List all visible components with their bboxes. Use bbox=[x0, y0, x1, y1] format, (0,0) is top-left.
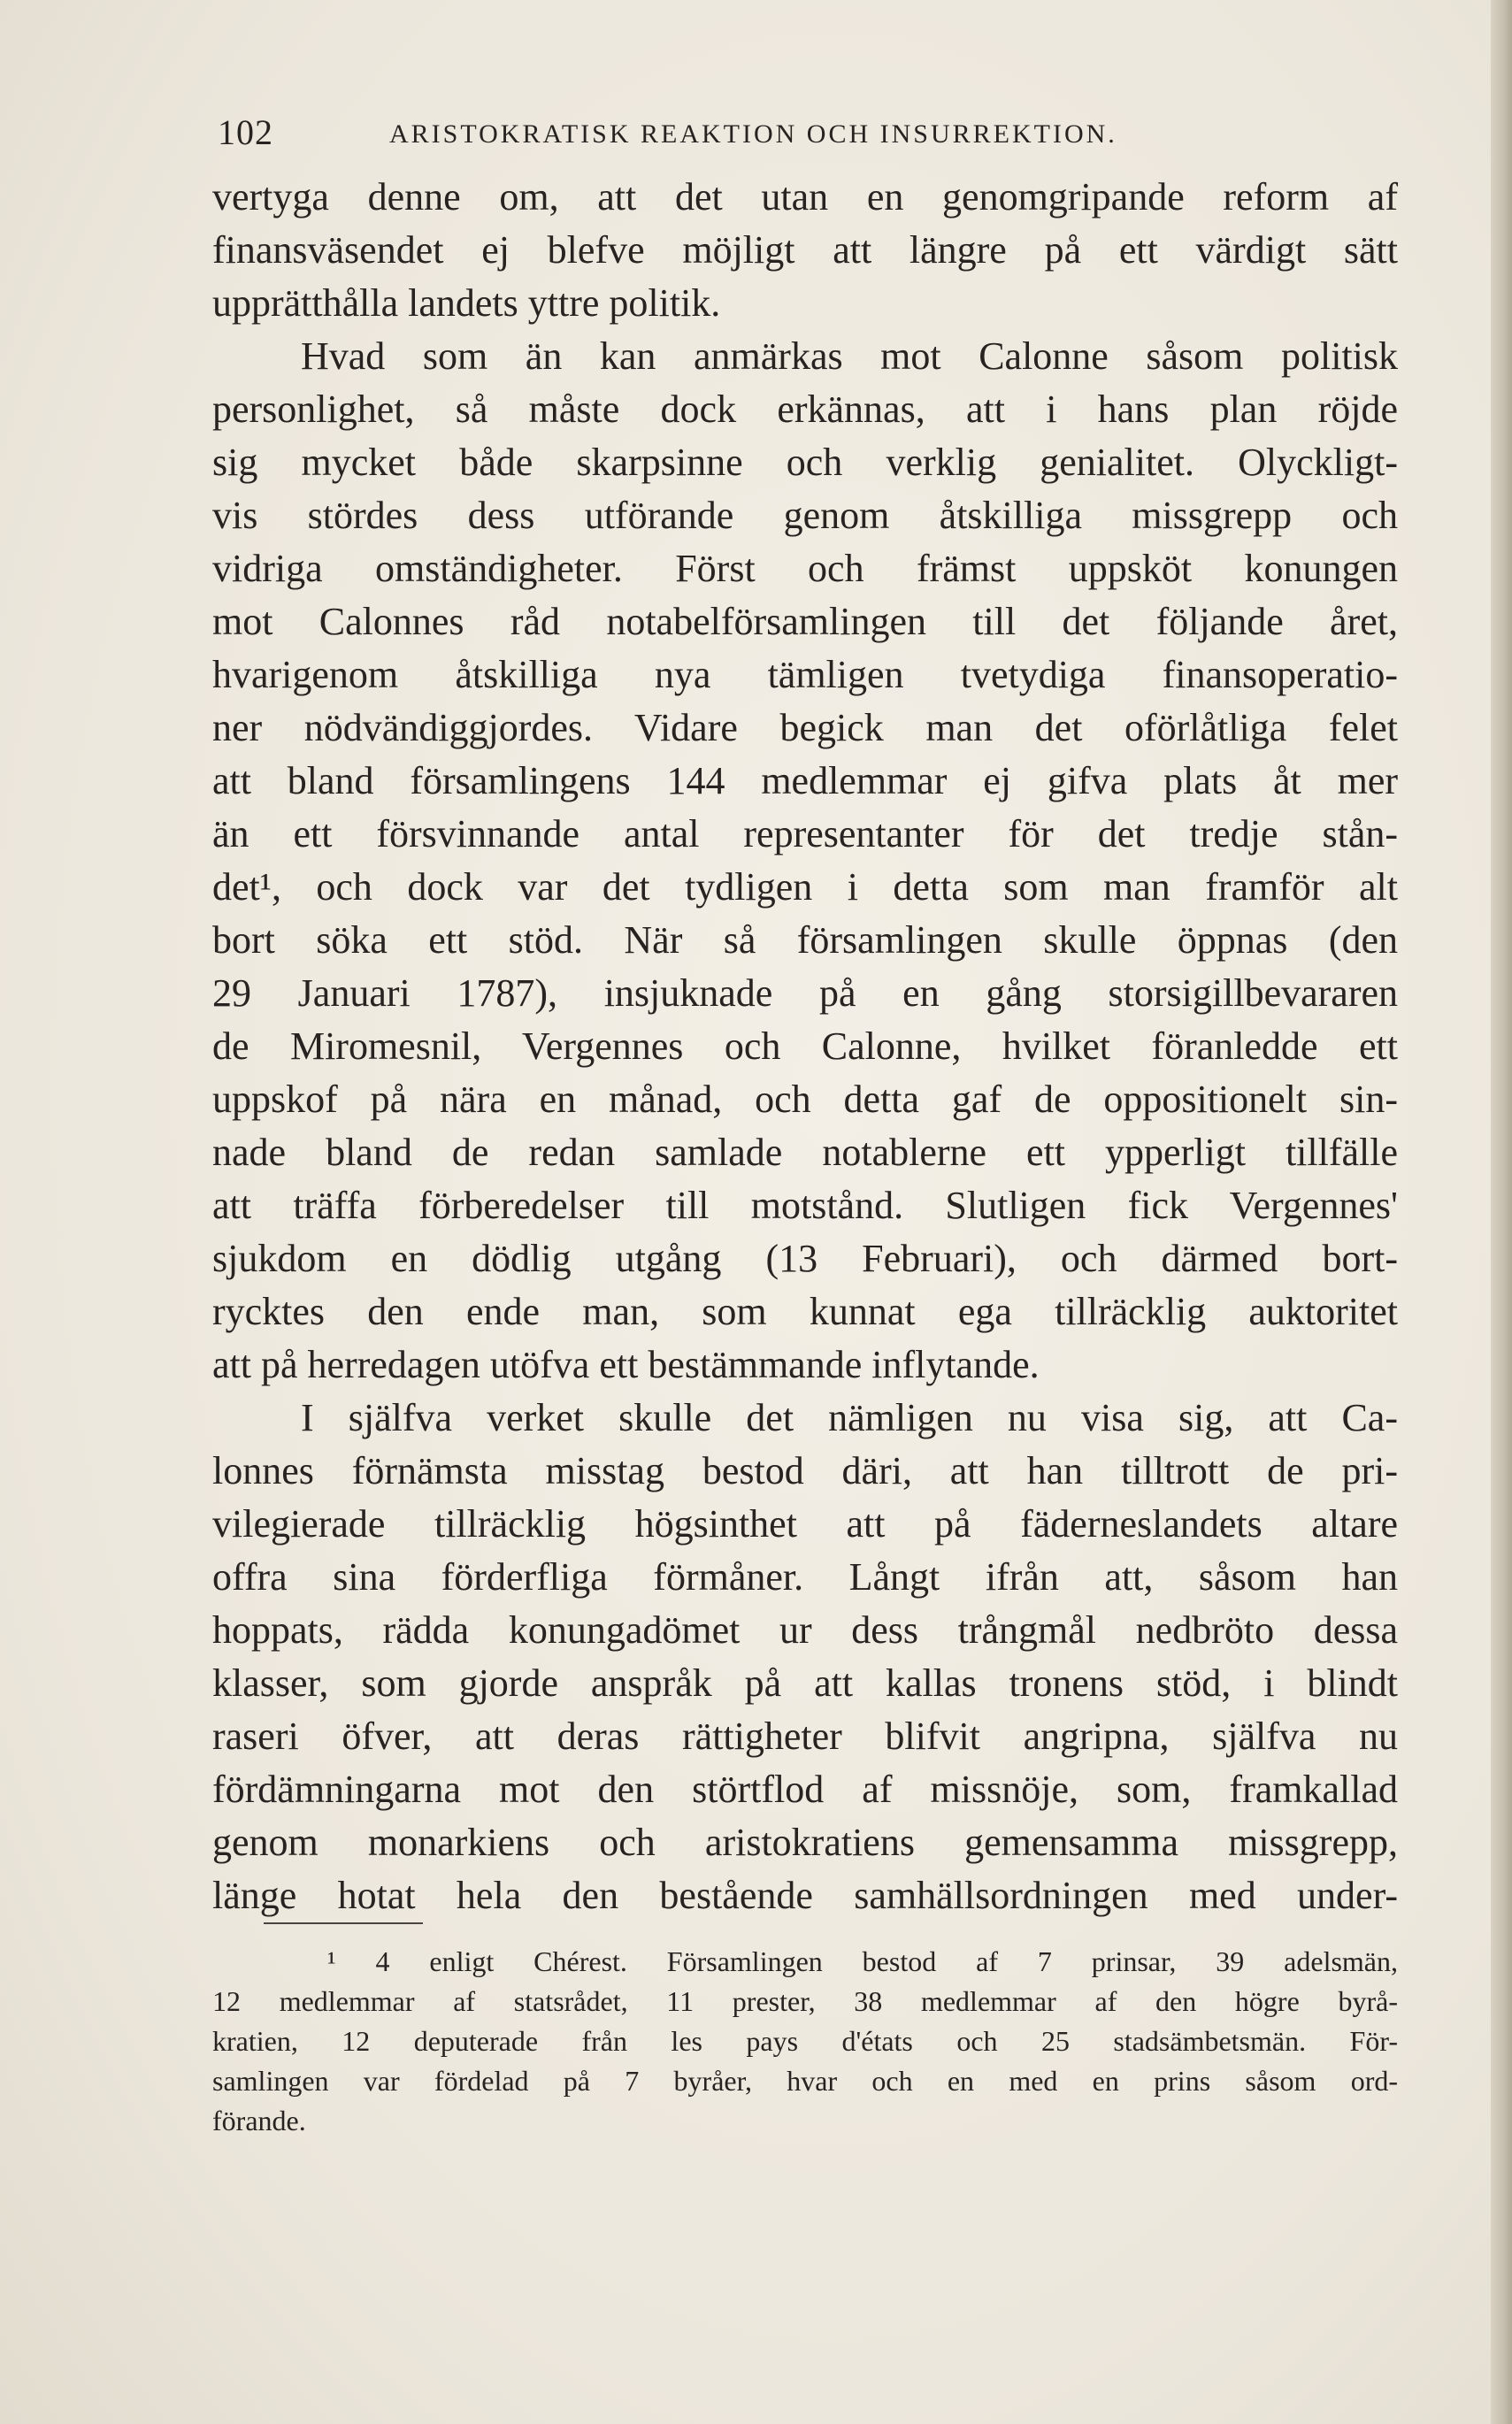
footnote-divider bbox=[264, 1922, 423, 1924]
text-line: sig mycket både skarpsinne och verklig genialitet. Olyckligt- bbox=[212, 441, 1398, 484]
text-line: att på herredagen utöfva ett bestämmande inflytande. bbox=[212, 1343, 1040, 1386]
running-head: ARISTOKRATISK REAKTION OCH INSURREKTION. bbox=[389, 119, 1117, 149]
text-line: rycktes den ende man, som kunnat ega tillräcklig auktoritet bbox=[212, 1290, 1398, 1333]
footnote-line: samlingen var fördelad på 7 byråer, hvar och en med en prins såsom ord- bbox=[212, 2065, 1398, 2097]
text-line: sjukdom en dödlig utgång (13 Februari), och därmed bort- bbox=[212, 1237, 1398, 1280]
text-line: hvarigenom åtskilliga nya tämligen tvetydiga finansoperatio- bbox=[212, 653, 1398, 696]
text-line: vilegierade tillräcklig högsinthet att på fäderneslandets altare bbox=[212, 1502, 1398, 1546]
body-text bbox=[212, 171, 1398, 1922]
text-line: det¹, och dock var det tydligen i detta som man framför alt bbox=[212, 865, 1398, 909]
text-line: Hvad som än kan anmärkas mot Calonne såsom politisk bbox=[301, 334, 1398, 378]
text-line: uppskof på nära en månad, och detta gaf de oppositionelt sin- bbox=[212, 1078, 1398, 1121]
text-line: genom monarkiens och aristokratiens gemensamma missgrepp, bbox=[212, 1821, 1398, 1864]
page-number: 102 bbox=[218, 112, 273, 152]
footnote-line: kratien, 12 deputerade från les pays d'états och 25 stadsämbetsmän. För- bbox=[212, 2025, 1398, 2057]
footnotes bbox=[212, 1942, 1398, 2141]
text-line: mot Calonnes råd notabelförsamlingen till det följande året, bbox=[212, 600, 1398, 643]
text-line: länge hotat hela den bestående samhällsordningen med under- bbox=[212, 1874, 1398, 1917]
text-line: än ett försvinnande antal representanter för det tredje stån- bbox=[212, 812, 1398, 855]
text-line: bort söka ett stöd. När så församlingen skulle öppnas (den bbox=[212, 918, 1398, 962]
text-line: ner nödvändiggjordes. Vidare begick man det oförlåtliga felet bbox=[212, 706, 1398, 749]
footnote-line: 12 medlemmar af statsrådet, 11 prester, 38 medlemmar af den högre byrå- bbox=[212, 1985, 1398, 2017]
text-line: raseri öfver, att deras rättigheter blifvit angripna, själfva nu bbox=[212, 1714, 1398, 1758]
text-line: vidriga omständigheter. Först och främst uppsköt konungen bbox=[212, 547, 1398, 590]
text-line: hoppats, rädda konungadömet ur dess trångmål nedbröto dessa bbox=[212, 1608, 1398, 1652]
text-line: klasser, som gjorde anspråk på att kallas tronens stöd, i blindt bbox=[212, 1661, 1398, 1705]
footnote-line: ¹ 4 enligt Chérest. Församlingen bestod af 7 prinsar, 39 adelsmän, bbox=[327, 1945, 1398, 1977]
text-line: vertyga denne om, att det utan en genomgripande reform af bbox=[212, 175, 1398, 219]
page-edge bbox=[1491, 0, 1512, 2424]
text-line: vis stördes dess utförande genom åtskilliga missgrepp och bbox=[212, 494, 1398, 537]
text-line: fördämningarna mot den störtflod af missnöje, som, framkallad bbox=[212, 1768, 1398, 1811]
text-line: I själfva verket skulle det nämligen nu visa sig, att Ca- bbox=[301, 1396, 1398, 1439]
text-line: 29 Januari 1787), insjuknade på en gång storsigillbevararen bbox=[212, 971, 1398, 1015]
text-line: finansväsendet ej blefve möjligt att längre på ett värdigt sätt bbox=[212, 228, 1398, 272]
text-line: lonnes förnämsta misstag bestod däri, att han tilltrott de pri- bbox=[212, 1449, 1398, 1492]
text-line: att bland församlingens 144 medlemmar ej gifva plats åt mer bbox=[212, 759, 1398, 802]
text-line: upprätthålla landets yttre politik. bbox=[212, 281, 721, 325]
text-line: de Miromesnil, Vergennes och Calonne, hvilket föranledde ett bbox=[212, 1024, 1398, 1068]
footnote-line: förande. bbox=[212, 2105, 306, 2136]
page-header bbox=[212, 106, 1398, 159]
text-line: nade bland de redan samlade notablerne ett ypperligt tillfälle bbox=[212, 1131, 1398, 1174]
text-line: offra sina förderfliga förmåner. Långt ifrån att, såsom han bbox=[212, 1555, 1398, 1599]
text-line: personlighet, så måste dock erkännas, att i hans plan röjde bbox=[212, 387, 1398, 431]
text-line: att träffa förberedelser till motstånd. Slutligen fick Vergennes' bbox=[212, 1184, 1398, 1227]
